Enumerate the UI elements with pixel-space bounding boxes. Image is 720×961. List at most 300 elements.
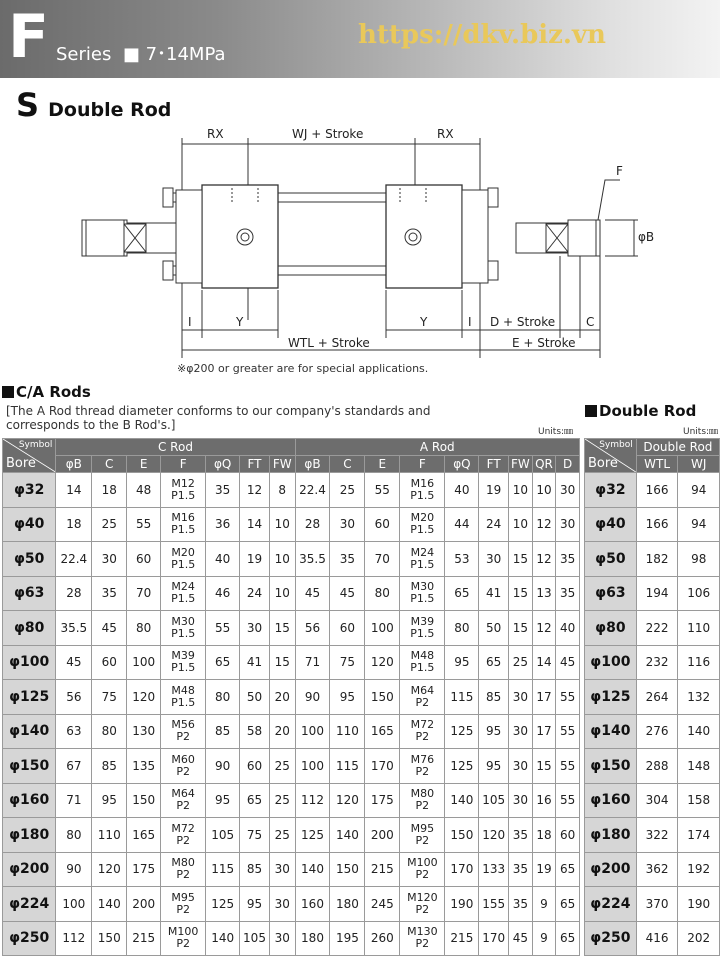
c-rod-cell: 25 xyxy=(269,783,295,818)
a-rod-cell: 30 xyxy=(479,542,509,577)
a-rod-cell: 65 xyxy=(556,921,580,956)
c-rod-cell: 150 xyxy=(92,921,127,956)
a-rod-cell: 150 xyxy=(445,818,479,853)
c-rod-cell: 12 xyxy=(240,473,270,508)
table-row xyxy=(3,887,580,922)
table-row xyxy=(585,783,720,818)
double-rod-cell: 232 xyxy=(636,645,678,680)
a-rod-cell: 14 xyxy=(532,645,556,680)
a-rod-cell: M48 P1.5 xyxy=(400,645,445,680)
a-rod-cell: 35 xyxy=(509,852,533,887)
table-row xyxy=(585,645,720,680)
c-rod-cell: 100 xyxy=(127,645,161,680)
a-rod-cell: M95 P2 xyxy=(400,818,445,853)
a-rod-cell: 15 xyxy=(509,611,533,646)
a-rod-cell: 95 xyxy=(479,714,509,749)
cylinder-drawing xyxy=(60,120,660,385)
double-rod-title: Double Rod xyxy=(599,402,697,420)
double-rod-cell: 106 xyxy=(678,576,720,611)
c-rod-cell: 100 xyxy=(56,887,92,922)
double-rod-cell: 288 xyxy=(636,749,678,784)
c-rod-cell: 56 xyxy=(56,680,92,715)
a-rod-cell: 75 xyxy=(330,645,365,680)
a-rod-cell: 180 xyxy=(295,921,330,956)
bore-cell: φ160 xyxy=(3,783,56,818)
c-rod-cell: 10 xyxy=(269,542,295,577)
a-rod-cell: 200 xyxy=(365,818,400,853)
bore-cell: φ224 xyxy=(585,887,637,922)
c-rod-cell: M100 P2 xyxy=(161,921,206,956)
double-rod-cell: 94 xyxy=(678,507,720,542)
c-rod-cell: 25 xyxy=(92,507,127,542)
double-rod-cell: 110 xyxy=(678,611,720,646)
a-rod-cell: 55 xyxy=(556,749,580,784)
a-rod-cell: 120 xyxy=(479,818,509,853)
c-rod-col-header: E xyxy=(127,456,161,473)
a-rod-col-header: FT xyxy=(479,456,509,473)
a-rod-cell: 30 xyxy=(556,473,580,508)
a-rod-cell: 30 xyxy=(509,749,533,784)
c-rod-cell: 48 xyxy=(127,473,161,508)
a-rod-cell: 100 xyxy=(295,714,330,749)
a-rod-cell: 80 xyxy=(365,576,400,611)
c-rod-cell: M16 P1.5 xyxy=(161,507,206,542)
c-rod-cell: 150 xyxy=(127,783,161,818)
a-rod-col-header: D xyxy=(556,456,580,473)
bore-cell: φ180 xyxy=(3,818,56,853)
c-rod-cell: 18 xyxy=(92,473,127,508)
c-rod-cell: 130 xyxy=(127,714,161,749)
c-rod-cell: 71 xyxy=(56,783,92,818)
a-rod-cell: 195 xyxy=(330,921,365,956)
a-rod-cell: 175 xyxy=(365,783,400,818)
c-rod-cell: 75 xyxy=(240,818,270,853)
a-rod-cell: 115 xyxy=(445,680,479,715)
a-rod-cell: 12 xyxy=(532,507,556,542)
bore-cell: φ200 xyxy=(3,852,56,887)
a-rod-cell: 133 xyxy=(479,852,509,887)
double-rod-col-header: WJ xyxy=(678,456,720,473)
a-rod-cell: 25 xyxy=(330,473,365,508)
a-rod-col-header: QR xyxy=(532,456,556,473)
a-rod-cell: 10 xyxy=(509,507,533,542)
a-rod-col-header: FW xyxy=(509,456,533,473)
a-rod-cell: 35 xyxy=(509,887,533,922)
bore-cell: φ160 xyxy=(585,783,637,818)
a-rod-cell: 112 xyxy=(295,783,330,818)
double-rod-cell: 98 xyxy=(678,542,720,577)
a-rod-cell: 30 xyxy=(330,507,365,542)
a-rod-cell: 125 xyxy=(445,714,479,749)
bore-cell: φ150 xyxy=(585,749,637,784)
table-corner xyxy=(3,439,56,473)
a-rod-cell: 15 xyxy=(532,749,556,784)
c-rod-cell: 36 xyxy=(206,507,240,542)
a-rod-cell: 17 xyxy=(532,680,556,715)
table-row xyxy=(585,852,720,887)
double-rod-cell: 190 xyxy=(678,887,720,922)
table-row xyxy=(3,473,580,508)
c-rod-cell: M72 P2 xyxy=(161,818,206,853)
a-rod-cell: 100 xyxy=(295,749,330,784)
c-rod-cell: M39 P1.5 xyxy=(161,645,206,680)
table-row xyxy=(585,611,720,646)
pressure-label: 7･14MPa xyxy=(145,44,226,65)
a-rod-cell: 120 xyxy=(330,783,365,818)
table-row xyxy=(585,576,720,611)
table-row xyxy=(3,680,580,715)
double-rod-cell: 370 xyxy=(636,887,678,922)
c-rod-cell: 95 xyxy=(240,887,270,922)
a-rod-cell: 40 xyxy=(556,611,580,646)
a-rod-cell: 35.5 xyxy=(295,542,330,577)
a-rod-cell: 55 xyxy=(556,783,580,818)
a-rod-cell: 19 xyxy=(479,473,509,508)
table-row xyxy=(585,542,720,577)
a-rod-cell: 65 xyxy=(556,852,580,887)
c-rod-cell: 60 xyxy=(127,542,161,577)
c-rod-cell: 10 xyxy=(269,576,295,611)
c-rod-cell: 30 xyxy=(240,611,270,646)
c-rod-cell: 35 xyxy=(206,473,240,508)
series-letter: F xyxy=(8,2,49,72)
a-rod-cell: 55 xyxy=(365,473,400,508)
a-rod-cell: 110 xyxy=(330,714,365,749)
bore-cell: φ80 xyxy=(3,611,56,646)
c-rod-col-header: FW xyxy=(269,456,295,473)
c-rod-cell: 60 xyxy=(92,645,127,680)
table-row xyxy=(3,783,580,818)
dim-i-left: I xyxy=(188,315,192,329)
c-rod-cell: 115 xyxy=(206,852,240,887)
c-rod-cell: M30 P1.5 xyxy=(161,611,206,646)
dim-e-stroke: E + Stroke xyxy=(512,336,576,350)
a-rod-cell: 25 xyxy=(509,645,533,680)
a-rod-cell: 105 xyxy=(479,783,509,818)
double-rod-cell: 132 xyxy=(678,680,720,715)
c-rod-cell: 20 xyxy=(269,680,295,715)
table-row xyxy=(3,749,580,784)
double-rod-cell: 148 xyxy=(678,749,720,784)
a-rod-cell: 150 xyxy=(330,852,365,887)
a-rod-cell: 65 xyxy=(479,645,509,680)
bore-cell: φ140 xyxy=(585,714,637,749)
a-rod-cell: 30 xyxy=(509,680,533,715)
double-rod-cell: 192 xyxy=(678,852,720,887)
a-rod-cell: M16 P1.5 xyxy=(400,473,445,508)
double-rod-cell: 202 xyxy=(678,921,720,956)
bore-cell: φ125 xyxy=(585,680,637,715)
double-rod-cell: 140 xyxy=(678,714,720,749)
a-rod-cell: 170 xyxy=(365,749,400,784)
table-row xyxy=(585,887,720,922)
c-rod-cell: 140 xyxy=(206,921,240,956)
c-rod-cell: 65 xyxy=(240,783,270,818)
a-rod-cell: 9 xyxy=(532,887,556,922)
a-rod-cell: 17 xyxy=(532,714,556,749)
a-rod-cell: 45 xyxy=(556,645,580,680)
a-rod-cell: 40 xyxy=(445,473,479,508)
bore-cell: φ32 xyxy=(585,473,637,508)
c-rod-cell: M48 P1.5 xyxy=(161,680,206,715)
double-rod-cell: 304 xyxy=(636,783,678,818)
a-rod-cell: 24 xyxy=(479,507,509,542)
c-rod-cell: 120 xyxy=(127,680,161,715)
a-rod-cell: 10 xyxy=(509,473,533,508)
c-rod-group-header: C Rod xyxy=(56,439,295,456)
table-row xyxy=(585,714,720,749)
a-rod-cell: 30 xyxy=(556,507,580,542)
c-rod-col-header: C xyxy=(92,456,127,473)
a-rod-cell: M24 P1.5 xyxy=(400,542,445,577)
c-rod-cell: 90 xyxy=(206,749,240,784)
a-rod-cell: 120 xyxy=(365,645,400,680)
a-rod-cell: 125 xyxy=(445,749,479,784)
c-rod-cell: 50 xyxy=(240,680,270,715)
c-rod-cell: 215 xyxy=(127,921,161,956)
c-rod-cell: 90 xyxy=(56,852,92,887)
a-rod-cell: M30 P1.5 xyxy=(400,576,445,611)
a-rod-cell: 60 xyxy=(556,818,580,853)
c-rod-cell: M95 P2 xyxy=(161,887,206,922)
c-rod-cell: 85 xyxy=(240,852,270,887)
c-rod-cell: M64 P2 xyxy=(161,783,206,818)
a-rod-cell: 41 xyxy=(479,576,509,611)
a-rod-cell: 65 xyxy=(556,887,580,922)
c-rod-cell: 25 xyxy=(269,749,295,784)
c-rod-cell: 30 xyxy=(269,887,295,922)
double-rod-cell: 362 xyxy=(636,852,678,887)
dim-y-left: Y xyxy=(236,315,244,329)
double-rod-col-header: WTL xyxy=(636,456,678,473)
bore-cell: φ80 xyxy=(585,611,637,646)
double-rod-units: Units:㎜ xyxy=(683,427,719,437)
a-rod-cell: M64 P2 xyxy=(400,680,445,715)
a-rod-cell: 60 xyxy=(330,611,365,646)
title-text: Double Rod xyxy=(48,99,172,121)
a-rod-cell: M72 P2 xyxy=(400,714,445,749)
a-rod-cell: 35 xyxy=(556,576,580,611)
c-rod-cell: 22.4 xyxy=(56,542,92,577)
c-rod-cell: 105 xyxy=(240,921,270,956)
a-rod-cell: 160 xyxy=(295,887,330,922)
a-rod-cell: 45 xyxy=(295,576,330,611)
a-rod-cell: 170 xyxy=(445,852,479,887)
bore-cell: φ140 xyxy=(3,714,56,749)
c-rod-cell: 112 xyxy=(56,921,92,956)
a-rod-cell: 30 xyxy=(509,714,533,749)
bore-cell: φ63 xyxy=(585,576,637,611)
a-rod-cell: 45 xyxy=(330,576,365,611)
c-rod-cell: 28 xyxy=(56,576,92,611)
a-rod-cell: M120 P2 xyxy=(400,887,445,922)
a-rod-cell: 90 xyxy=(295,680,330,715)
double-rod-cell: 276 xyxy=(636,714,678,749)
a-rod-cell: 85 xyxy=(479,680,509,715)
c-rod-cell: 19 xyxy=(240,542,270,577)
dim-phi-b: φB xyxy=(638,230,655,244)
a-rod-cell: 260 xyxy=(365,921,400,956)
c-rod-cell: 55 xyxy=(206,611,240,646)
a-rod-cell: 15 xyxy=(509,542,533,577)
a-rod-cell: 35 xyxy=(330,542,365,577)
a-rod-col-header: F xyxy=(400,456,445,473)
double-rod-cell: 264 xyxy=(636,680,678,715)
table-row xyxy=(3,507,580,542)
double-rod-cell: 174 xyxy=(678,818,720,853)
a-rod-cell: 150 xyxy=(365,680,400,715)
c-rod-cell: 60 xyxy=(240,749,270,784)
a-rod-cell: 22.4 xyxy=(295,473,330,508)
c-rod-cell: 67 xyxy=(56,749,92,784)
series-subtitle xyxy=(56,40,226,66)
a-rod-cell: 71 xyxy=(295,645,330,680)
table-row xyxy=(585,680,720,715)
c-rod-cell: 15 xyxy=(269,645,295,680)
table-row xyxy=(3,714,580,749)
a-rod-cell: 30 xyxy=(509,783,533,818)
a-rod-col-header: φQ xyxy=(445,456,479,473)
table-row xyxy=(585,749,720,784)
ca-rods-title: C/A Rods xyxy=(16,383,91,401)
dim-d-stroke: D + Stroke xyxy=(490,315,556,329)
a-rod-cell: 15 xyxy=(509,576,533,611)
c-rod-cell: 70 xyxy=(127,576,161,611)
bore-cell: φ40 xyxy=(3,507,56,542)
a-rod-cell: 60 xyxy=(365,507,400,542)
a-rod-cell: 140 xyxy=(330,818,365,853)
table-row xyxy=(585,921,720,956)
c-rod-cell: 65 xyxy=(206,645,240,680)
c-rod-cell: M20 P1.5 xyxy=(161,542,206,577)
a-rod-col-header: C xyxy=(330,456,365,473)
dim-f: F xyxy=(616,164,623,178)
a-rod-cell: 170 xyxy=(479,921,509,956)
c-rod-cell: 135 xyxy=(127,749,161,784)
a-rod-cell: 44 xyxy=(445,507,479,542)
a-rod-cell: M39 P1.5 xyxy=(400,611,445,646)
square-bullet-icon: ■ xyxy=(122,44,140,65)
a-rod-cell: 180 xyxy=(330,887,365,922)
c-rod-cell: 85 xyxy=(206,714,240,749)
c-rod-cell: 105 xyxy=(206,818,240,853)
a-rod-cell: 19 xyxy=(532,852,556,887)
c-rod-cell: 80 xyxy=(56,818,92,853)
c-rod-col-header: φB xyxy=(56,456,92,473)
bore-cell: φ180 xyxy=(585,818,637,853)
a-rod-cell: 12 xyxy=(532,611,556,646)
a-rod-cell: 9 xyxy=(532,921,556,956)
double-rod-cell: 322 xyxy=(636,818,678,853)
dim-c: C xyxy=(586,315,595,329)
a-rod-cell: 35 xyxy=(556,542,580,577)
c-rod-cell: 63 xyxy=(56,714,92,749)
a-rod-cell: 45 xyxy=(509,921,533,956)
bore-cell: φ50 xyxy=(3,542,56,577)
bore-cell: φ32 xyxy=(3,473,56,508)
dim-wtl-stroke: WTL + Stroke xyxy=(288,336,370,350)
a-rod-cell: 140 xyxy=(295,852,330,887)
c-rod-cell: 30 xyxy=(92,542,127,577)
double-rod-cell: 182 xyxy=(636,542,678,577)
c-rod-cell: M12 P1.5 xyxy=(161,473,206,508)
bore-cell: φ200 xyxy=(585,852,637,887)
square-bullet-icon xyxy=(585,405,597,417)
title-letter: S xyxy=(16,86,40,124)
bore-label: Bore xyxy=(588,456,618,471)
c-rod-cell: 30 xyxy=(269,852,295,887)
a-rod-cell: M100 P2 xyxy=(400,852,445,887)
c-rod-col-header: F xyxy=(161,456,206,473)
bore-cell: φ250 xyxy=(3,921,56,956)
series-label: Series xyxy=(56,44,112,65)
c-rod-cell: 35.5 xyxy=(56,611,92,646)
a-rod-cell: 13 xyxy=(532,576,556,611)
a-rod-cell: 10 xyxy=(532,473,556,508)
table-row xyxy=(3,818,580,853)
c-rod-cell: 80 xyxy=(206,680,240,715)
c-rod-cell: 10 xyxy=(269,507,295,542)
page-title xyxy=(16,86,171,124)
c-rod-cell: 165 xyxy=(127,818,161,853)
double-rod-cell: 194 xyxy=(636,576,678,611)
a-rod-cell: 56 xyxy=(295,611,330,646)
c-rod-cell: 120 xyxy=(92,852,127,887)
c-rod-cell: 125 xyxy=(206,887,240,922)
a-rod-col-header: φB xyxy=(295,456,330,473)
c-rod-cell: 40 xyxy=(206,542,240,577)
a-rod-cell: 100 xyxy=(365,611,400,646)
a-rod-cell: 18 xyxy=(532,818,556,853)
dim-rx-right: RX xyxy=(437,127,454,141)
square-bullet-icon xyxy=(2,386,14,398)
a-rod-cell: 95 xyxy=(445,645,479,680)
double-rod-cell: 116 xyxy=(678,645,720,680)
double-rod-heading xyxy=(585,402,696,420)
c-rod-cell: 58 xyxy=(240,714,270,749)
a-rod-cell: M76 P2 xyxy=(400,749,445,784)
a-rod-cell: 165 xyxy=(365,714,400,749)
c-rod-cell: 18 xyxy=(56,507,92,542)
table-row xyxy=(585,818,720,853)
c-rod-cell: 140 xyxy=(92,887,127,922)
a-rod-group-header: A Rod xyxy=(295,439,579,456)
symbol-label: Symbol xyxy=(599,440,633,450)
bore-cell: φ50 xyxy=(585,542,637,577)
c-rod-cell: 175 xyxy=(127,852,161,887)
a-rod-cell: 16 xyxy=(532,783,556,818)
table-row xyxy=(3,576,580,611)
c-rod-cell: M24 P1.5 xyxy=(161,576,206,611)
bore-cell: φ63 xyxy=(3,576,56,611)
c-rod-cell: 20 xyxy=(269,714,295,749)
table-row xyxy=(585,507,720,542)
special-note: ※φ200 or greater are for special applications. xyxy=(177,362,429,375)
a-rod-cell: 115 xyxy=(330,749,365,784)
a-rod-cell: 35 xyxy=(509,818,533,853)
double-rod-table xyxy=(584,438,720,956)
a-rod-cell: 55 xyxy=(556,714,580,749)
double-rod-cell: 166 xyxy=(636,507,678,542)
dim-i-right: I xyxy=(468,315,472,329)
c-rod-cell: 80 xyxy=(127,611,161,646)
bore-label: Bore xyxy=(6,456,36,471)
a-rod-cell: 80 xyxy=(445,611,479,646)
dim-rx-left: RX xyxy=(207,127,224,141)
c-rod-cell: 45 xyxy=(92,611,127,646)
c-rod-cell: 24 xyxy=(240,576,270,611)
a-rod-cell: 55 xyxy=(556,680,580,715)
